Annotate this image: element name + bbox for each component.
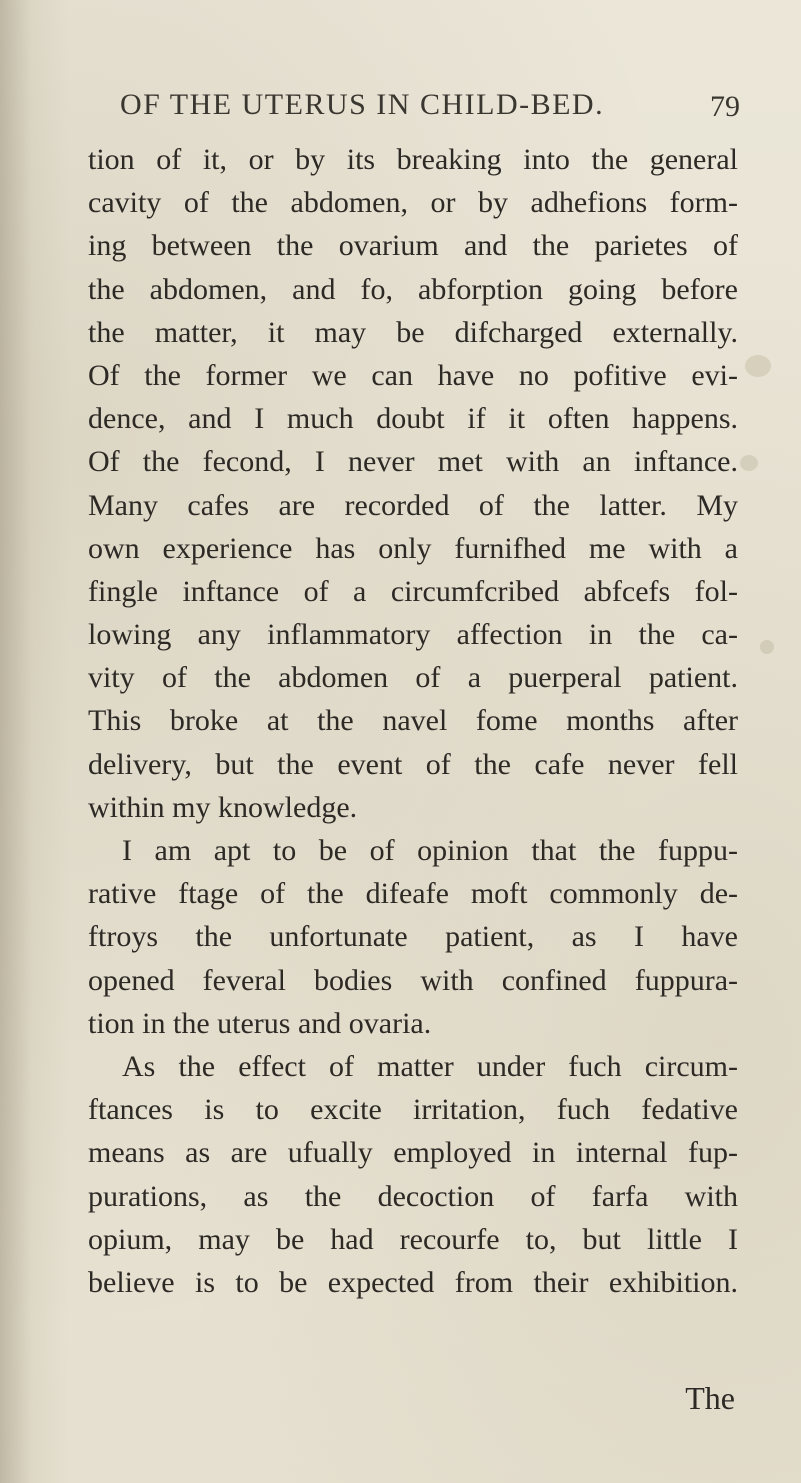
paper-stain	[740, 455, 758, 471]
text-line: cavity of the abdomen, or by adhefions form-	[88, 186, 738, 220]
text-line: own experience has only furnifhed me with a	[88, 531, 738, 565]
running-title: OF THE UTERUS IN CHILD-BED.	[120, 88, 605, 121]
text-line: fingle inftance of a circumfcribed abfcefs fol-	[88, 574, 738, 608]
text-line: tion in the uterus and ovaria.	[88, 1006, 432, 1040]
running-head	[120, 84, 740, 124]
text-line: As the effect of matter under fuch circum-	[122, 1049, 738, 1083]
text-line: lowing any inflammatory affection in the ca-	[88, 618, 738, 652]
text-line: the abdomen, and fo, abforption going before	[88, 272, 738, 306]
text-line: tion of it, or by its breaking into the general	[88, 143, 738, 176]
text-line: the matter, it may be difcharged externally.	[88, 315, 738, 349]
paper-stain	[760, 640, 774, 654]
catchword: The	[685, 1380, 735, 1416]
text-line: delivery, but the event of the cafe never fell	[88, 747, 738, 781]
text-line: Of the former we can have no pofitive evi-	[88, 358, 738, 392]
text-line: ftances is to excite irritation, fuch fedative	[88, 1093, 738, 1127]
text-line: I am apt to be of opinion that the fuppu-	[122, 834, 738, 867]
page-number: 79	[710, 90, 740, 123]
text-line: opium, may be had recourfe to, but little I	[88, 1222, 738, 1256]
text-line: within my knowledge.	[88, 790, 358, 824]
text-line: believe is to be expected from their exhibition.	[88, 1265, 738, 1299]
text-line: ftroys the unfortunate patient, as I have	[88, 920, 738, 954]
text-line: Of the fecond, I never met with an inftance.	[88, 445, 738, 479]
text-line: ing between the ovarium and the parietes of	[88, 229, 738, 263]
text-line: This broke at the navel fome months after	[88, 704, 738, 738]
text-line: rative ftage of the difeafe moft commonly de-	[88, 877, 738, 911]
paper-stain	[745, 355, 771, 377]
text-line: opened feveral bodies with confined fuppura-	[88, 963, 738, 997]
text-line: vity of the abdomen of a puerperal patient.	[88, 661, 738, 695]
body-text	[88, 138, 738, 1304]
text-line: means as are ufually employed in internal fup-	[88, 1136, 738, 1170]
text-line: dence, and I much doubt if it often happens.	[88, 402, 738, 436]
text-line: purations, as the decoction of farfa with	[88, 1179, 738, 1213]
page-gutter-shadow	[0, 0, 70, 1483]
text-line: Many cafes are recorded of the latter. My	[88, 488, 738, 522]
